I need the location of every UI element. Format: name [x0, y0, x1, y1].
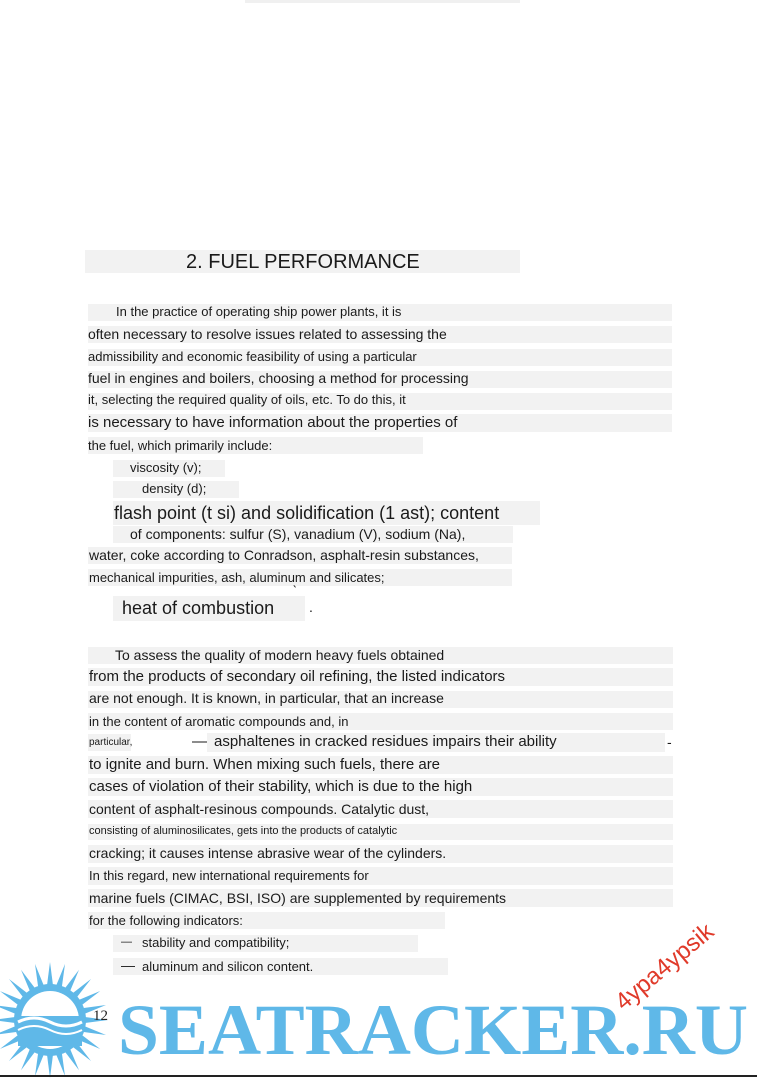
list-dash: —: [121, 957, 135, 973]
indicator-item: stability and compatibility;: [142, 935, 290, 950]
paragraph-line: consisting of aluminosilicates, gets into the products of catalytic: [89, 825, 398, 837]
watermark-brand: SEATRACKER.RU: [118, 990, 748, 1070]
page-number: 12: [93, 1008, 108, 1024]
em-dash: —: [192, 733, 207, 750]
paragraph-line: from the products of secondary oil refining, the listed indicators: [89, 668, 506, 685]
sun-ray: [35, 1052, 44, 1076]
sun-logo-icon: [0, 962, 108, 1078]
indicator-item: aluminum and silicon content.: [142, 959, 314, 974]
paragraph-line: it, selecting the required quality of oils, etc. To do this, it: [88, 392, 406, 407]
sun-ray: [35, 964, 44, 988]
paragraph-line: for the following indicators:: [89, 913, 243, 928]
paragraph-line: content of asphalt-resinous compounds. Catalytic dust,: [89, 801, 430, 817]
paragraph-line: particular,: [89, 737, 133, 748]
paragraph-line: cases of violation of their stability, which is due to the high: [89, 778, 473, 795]
property-item: heat of combustion: [122, 598, 275, 618]
paragraph-line: asphaltenes in cracked residues impairs their ability: [214, 733, 557, 750]
paragraph-line: admissibility and economic feasibility of using a particular: [88, 349, 417, 364]
hyphen-mark: -: [667, 734, 672, 750]
bottom-rule: [0, 1075, 757, 1077]
punctuation-mark: .: [309, 599, 313, 615]
paragraph-line: the fuel, which primarily include:: [88, 438, 273, 453]
paragraph-line: In this regard, new international requirements for: [89, 868, 369, 883]
property-item: flash point (t si) and solidification (1 ast); content: [114, 503, 500, 523]
paragraph-line: is necessary to have information about the properties of: [88, 414, 458, 431]
top-scan-artifact: [245, 0, 520, 3]
property-item: of components: sulfur (S), vanadium (V), sodium (Na),: [130, 526, 466, 542]
sun-ray: [47, 962, 53, 986]
sun-ray: [56, 964, 65, 988]
sun-ray: [56, 1052, 65, 1076]
paragraph-line: to ignite and burn. When mixing such fuels, there are: [89, 756, 441, 773]
paragraph-line: In the practice of operating ship power plants, it is: [116, 304, 402, 319]
property-item: density (d);: [142, 481, 207, 496]
paragraph-line: marine fuels (CIMAC, BSI, ISO) are supplemented by requirements: [89, 890, 507, 906]
property-item: viscosity (v);: [130, 460, 202, 475]
paragraph-line: To assess the quality of modern heavy fuels obtained: [115, 647, 445, 663]
watermark-diagonal: 4ура4ypsik: [610, 917, 720, 1016]
list-dash: —: [121, 936, 132, 948]
sun-ray: [82, 1026, 106, 1035]
property-item: mechanical impurities, ash, aluminum and silicates;: [89, 570, 385, 585]
property-item: water, coke according to Conradson, asphalt-resin substances,: [89, 547, 479, 563]
paragraph-line: fuel in engines and boilers, choosing a method for processing: [88, 370, 469, 386]
paragraph-line: cracking; it causes intense abrasive wear of the cylinders.: [89, 845, 447, 861]
paragraph-line: in the content of aromatic compounds and, in: [89, 714, 349, 729]
paragraph-line: often necessary to resolve issues related to assessing the: [88, 326, 447, 342]
sun-ray: [0, 1017, 16, 1023]
paragraph-line: are not enough. It is known, in particular, that an increase: [89, 690, 444, 706]
page-title: 2. FUEL PERFORMANCE: [186, 251, 420, 273]
